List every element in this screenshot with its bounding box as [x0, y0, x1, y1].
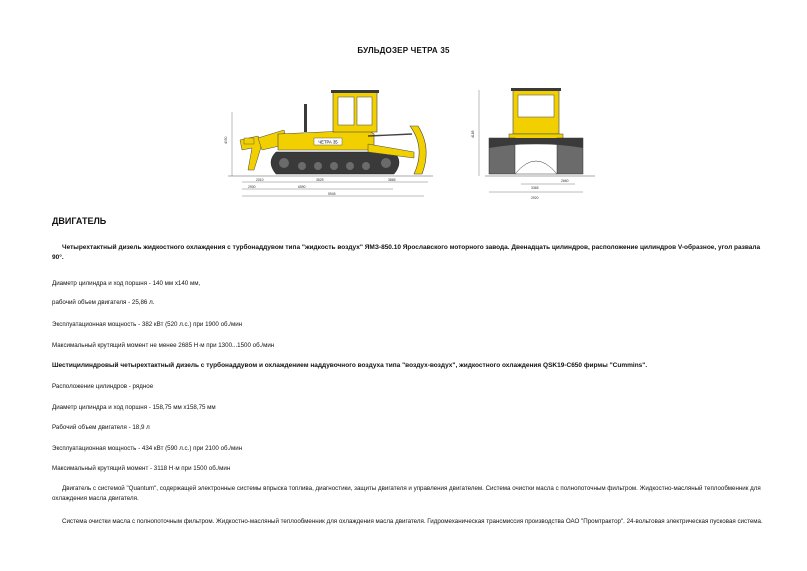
dim-rear: 2900: [248, 185, 256, 189]
engine1-spec: рабочий объем двигателя - 25,86 л.: [52, 299, 155, 306]
final-paragraph: Система очистки масла с полнопоточным фильтром. Жидкостно-масляный теплообменник для охлаждения масла двигателя. Гидромеханическая трансмиссия производства ОАО "Промтрактор". 24-вольтовая электрическая пусковая система.: [62, 518, 763, 525]
dim-blade-width: 2920: [531, 196, 539, 200]
engine2-spec: Эксплуатационная мощность - 434 кВт (590 л.с.) при 2100 об./мин: [52, 445, 243, 452]
front-view-drawing: [465, 78, 600, 204]
front-view-svg: [465, 78, 600, 204]
dim-track: 3525: [316, 178, 324, 182]
dim-blade: 3865: [388, 178, 396, 182]
section-heading-engine: ДВИГАТЕЛЬ: [52, 216, 107, 226]
engine1-spec: Диаметр цилиндра и ход поршня - 140 мм х140 мм,: [52, 280, 201, 287]
dim-base: 6590: [298, 185, 306, 189]
brand-label: ЧЕТРА 35: [318, 139, 338, 145]
dim-total: 5945: [328, 192, 336, 196]
dim-width: 3365: [531, 186, 539, 190]
engine1-spec: Эксплуатационная мощность - 382 кВт (520 л.с.) при 1900 об./мин: [52, 321, 243, 328]
engine2-spec: Расположение цилиндров - рядное: [52, 383, 154, 390]
dim-ripper: 2010: [256, 178, 264, 182]
engine1-intro: Четырехтактный дизель жидкостного охлаждения с турбонаддувом типа "жидкость воздух" ЯМЗ-850.10 Ярославского моторного завода. Двенадцать цилиндров, расположение цилиндров V-образное, угол развала 90°.: [52, 244, 761, 261]
engine2-spec: Рабочий объем двигателя - 18,9 л: [52, 424, 150, 431]
dim-height: 4050: [224, 136, 228, 144]
side-view-drawing: [218, 78, 440, 204]
page-title: БУЛЬДОЗЕР ЧЕТРА 35: [357, 46, 450, 55]
quantum-paragraph: Двигатель с системой "Quantum", содержащей электронные системы впрыска топлива, диагностики, защиты двигателя и управления двигателем. Система очистки масла с полнопоточным фильтром. Жидкостно-масляный теплообменник для охлаждения масла двигателя.: [52, 485, 761, 502]
side-view-svg: [218, 78, 440, 204]
engine2-spec: Диаметр цилиндра и ход поршня - 158,75 мм х158,75 мм: [52, 404, 216, 411]
engine2-intro: Шестицилиндровый четырехтактный дизель с турбонаддувом и охлаждением наддувочного воздуха типа "воздух-воздух", жидкостного охлаждения QSK19-C650 фирмы "Cummins".: [52, 362, 648, 369]
engine2-spec: Максимальный крутящий момент - 3118 Н·м при 1500 об./мин: [52, 465, 231, 472]
dim-gauge: 2660: [561, 179, 569, 183]
engine1-spec: Максимальный крутящий момент не менее 2685 Н·м при 1300...1500 об./мин: [52, 342, 275, 349]
dim-front-height: 4185: [471, 130, 475, 138]
